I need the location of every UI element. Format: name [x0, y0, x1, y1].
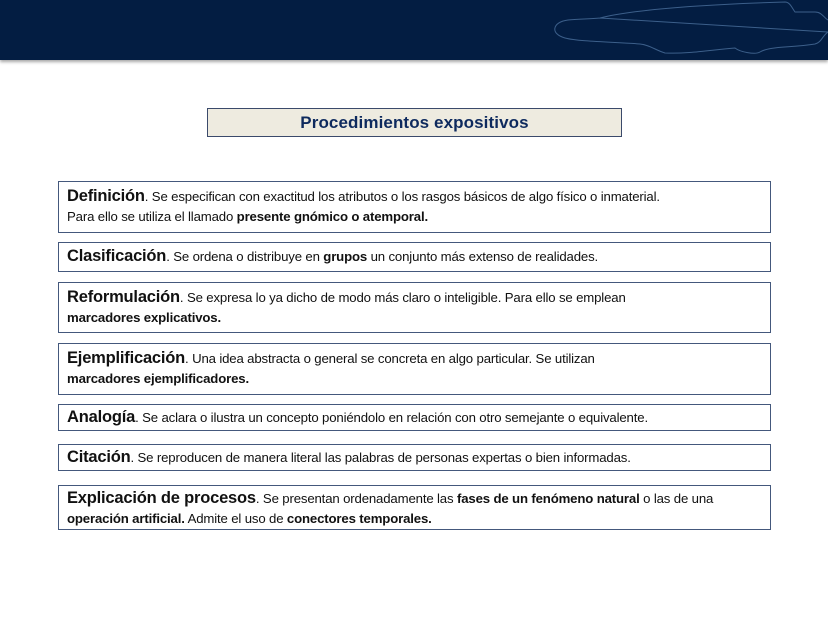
item-line — [67, 186, 762, 207]
item-highlight: presente gnómico o atemporal. — [236, 209, 428, 224]
item-line — [67, 509, 762, 529]
item-highlight: marcadores explicativos. — [67, 310, 221, 325]
item-term: Reformulación — [67, 288, 180, 306]
item-highlight: conectores temporales. — [286, 511, 432, 526]
item-line — [67, 488, 762, 509]
item-text: . Se reproducen de manera literal las palabras de personas expertas o bien informadas. — [130, 450, 631, 465]
header-banner — [0, 0, 828, 60]
item-highlight: fases de un fenómeno natural — [456, 491, 640, 506]
item-explicacion-procesos — [58, 485, 771, 530]
item-highlight: operación artificial. — [67, 511, 185, 526]
item-text: un conjunto más extenso de realidades. — [367, 249, 599, 264]
item-term: Citación — [67, 448, 131, 466]
item-highlight: grupos — [323, 249, 368, 264]
item-text: o las de una — [639, 491, 714, 506]
item-line — [67, 407, 762, 428]
item-citacion — [58, 444, 771, 471]
item-term: Analogía — [67, 408, 136, 426]
cloud-outline-icon — [0, 0, 828, 60]
item-reformulacion — [58, 282, 771, 333]
item-term: Definición — [67, 187, 145, 205]
item-text: Para ello se utiliza el llamado — [67, 209, 237, 224]
item-definicion — [58, 181, 771, 233]
item-line — [67, 308, 762, 328]
page-title: Procedimientos expositivos — [300, 112, 529, 132]
item-line — [67, 246, 762, 267]
item-text: . Se aclara o ilustra un concepto poniéndolo en relación con otro semejante o equivalente. — [135, 410, 648, 425]
item-line — [67, 447, 762, 468]
item-clasificacion — [58, 242, 771, 272]
item-text: . Se ordena o distribuye en — [166, 249, 324, 264]
item-analogia — [58, 404, 771, 431]
item-term: Clasificación — [67, 247, 167, 265]
item-line — [67, 207, 762, 227]
page-title-box — [207, 108, 622, 137]
item-line — [67, 369, 762, 389]
item-text: . Se especifican con exactitud los atributos o los rasgos básicos de algo físico o inmaterial. — [144, 189, 660, 204]
item-text: Admite el uso de — [184, 511, 287, 526]
item-line — [67, 348, 762, 369]
item-line — [67, 287, 762, 308]
item-highlight: marcadores ejemplificadores. — [67, 371, 249, 386]
item-text: . Se presentan ordenadamente las — [255, 491, 457, 506]
item-term: Ejemplificación — [67, 349, 186, 367]
item-term: Explicación de procesos — [67, 489, 256, 507]
item-text: . Una idea abstracta o general se concreta en algo particular. Se utilizan — [185, 351, 595, 366]
item-ejemplificacion — [58, 343, 771, 395]
item-text: . Se expresa lo ya dicho de modo más claro o inteligible. Para ello se emplean — [179, 290, 626, 305]
